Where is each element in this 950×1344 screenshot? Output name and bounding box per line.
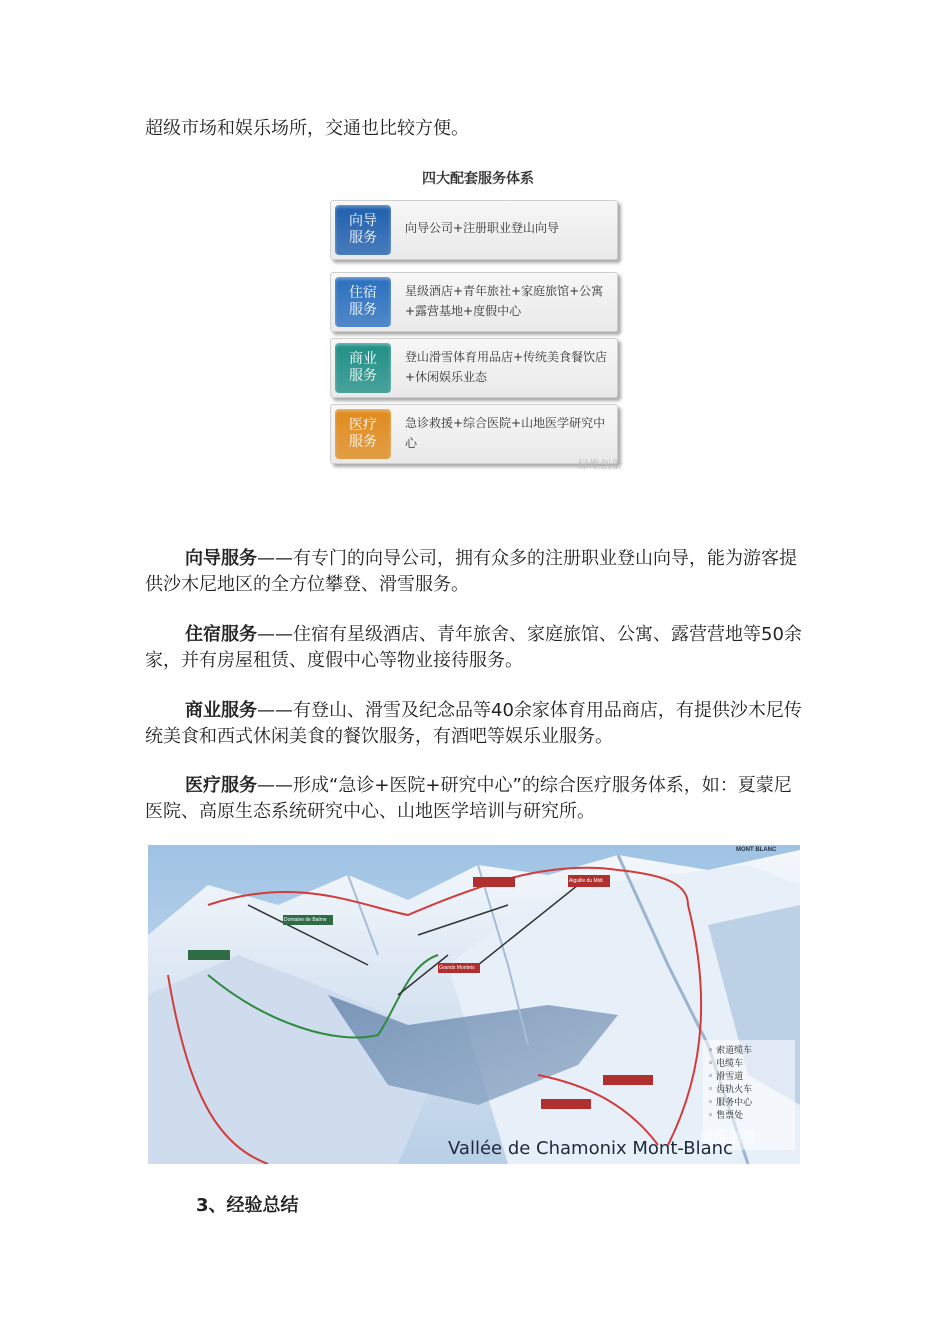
paragraph-text: ——形成“急诊+医院+研究中心”的综合医疗服务体系，如：夏蒙尼医院、高原生态系统研究中心、山地医学培训与研究所。 (145, 775, 792, 822)
map-legend (708, 1045, 794, 1123)
paragraph-lodging (145, 622, 805, 674)
map-caption: Vallée de Chamonix Mont-Blanc (448, 1138, 733, 1159)
section-heading: 3、经验总结 (196, 1195, 299, 1216)
service-item-lodging (330, 272, 618, 332)
service-tag: 医疗服务 (335, 409, 391, 459)
diagram-title: 四大配套服务体系 (422, 171, 534, 187)
peak-label: MONT BLANC (736, 847, 777, 853)
peak-label: Aiguille du Midi (569, 878, 603, 884)
service-tag: 向导服务 (335, 205, 391, 255)
service-item-guide (330, 200, 618, 260)
paragraph-term: 住宿服务 (185, 624, 257, 645)
legend-item: ◦ 滑雪道 (708, 1072, 744, 1082)
paragraph-commerce (145, 698, 805, 750)
peak-label: Grands Montets (439, 965, 475, 971)
paragraph-term: 医疗服务 (185, 775, 257, 796)
service-desc: 急诊救援+综合医院+山地医学研究中心 (405, 416, 606, 450)
legend-item: ◦ 齿轨火车 (708, 1085, 753, 1095)
paragraph-medical (145, 773, 805, 825)
diagram-watermark: 绿维创景 (578, 458, 622, 471)
legend-item: ◦ 索道缆车 (708, 1046, 753, 1056)
service-tag: 商业服务 (335, 343, 391, 393)
service-diagram (328, 168, 628, 478)
intro-line: 超级市场和娱乐场所，交通也比较方便。 (145, 118, 469, 139)
legend-item: ◦ 服务中心 (708, 1098, 753, 1108)
service-item-medical (330, 404, 618, 464)
legend-item: ◦ 电缆车 (708, 1059, 744, 1069)
legend-item: ◦ 售票处 (708, 1111, 744, 1121)
map-watermark: 绿维创景 (700, 1130, 756, 1146)
service-tag: 住宿服务 (335, 277, 391, 327)
paragraph-text: ——住宿有星级酒店、青年旅舍、家庭旅馆、公寓、露营营地等50余家，并有房屋租赁、度假中心等物业接待服务。 (145, 624, 802, 671)
paragraph-guide (145, 546, 805, 598)
paragraph-text: ——有登山、滑雪及纪念品等40余家体育用品商店，有提供沙木尼传统美食和西式休闲美食的餐饮服务，有酒吧等娱乐业服务。 (145, 700, 802, 747)
service-desc: 登山滑雪体育用品店+传统美食餐饮店+休闲娱乐业态 (405, 350, 608, 384)
paragraph-term: 向导服务 (185, 548, 257, 569)
peak-label: Domaine de Balme (284, 917, 327, 923)
map-illustration (148, 845, 800, 1164)
service-desc: 向导公司+注册职业登山向导 (405, 221, 560, 235)
service-item-commerce (330, 338, 618, 398)
service-desc: 星级酒店+青年旅社+家庭旅馆+公寓+露营基地+度假中心 (405, 284, 604, 318)
paragraph-text: ——有专门的向导公司，拥有众多的注册职业登山向导，能为游客提供沙木尼地区的全方位攀登、滑雪服务。 (145, 548, 797, 595)
chamonix-map (148, 845, 800, 1164)
paragraph-term: 商业服务 (185, 700, 257, 721)
